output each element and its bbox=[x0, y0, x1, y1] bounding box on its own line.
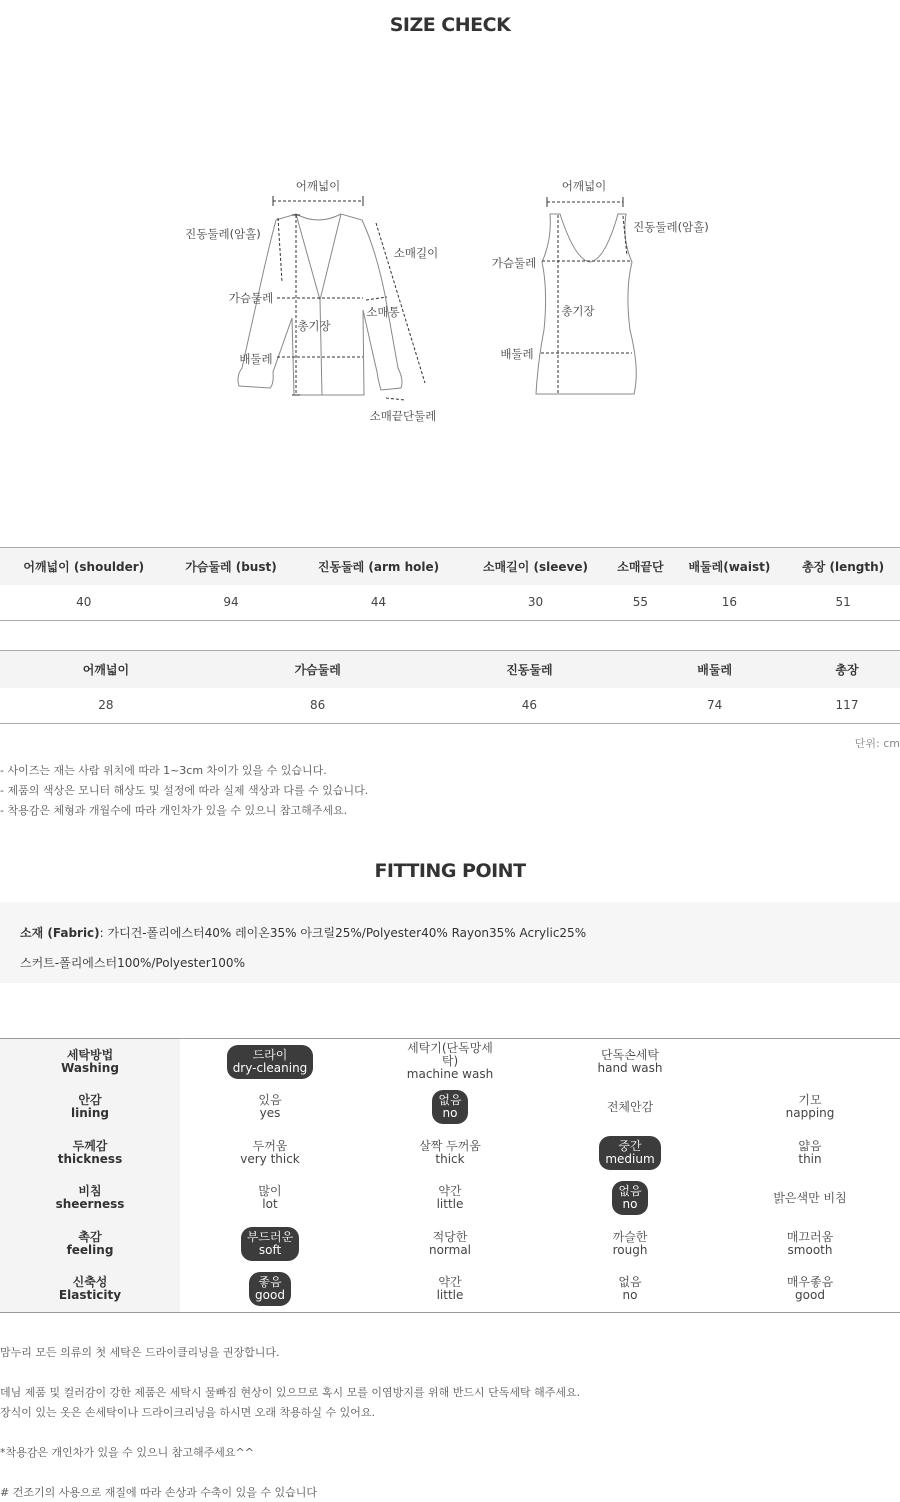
fitting-option-selected bbox=[432, 1090, 467, 1124]
option-kr: 기모 bbox=[798, 1093, 822, 1108]
fitting-label-en: sheerness bbox=[55, 1197, 125, 1212]
table-header-row bbox=[0, 548, 900, 585]
fitting-cell bbox=[720, 1176, 900, 1222]
bottom-note: # 건조기의 사용으로 재질에 따라 손상과 수축이 있을 수 있습니다 bbox=[0, 1486, 317, 1499]
option-kr: 있음 bbox=[258, 1093, 282, 1108]
table-cell: 16 bbox=[673, 585, 787, 621]
table-cell: 117 bbox=[794, 688, 900, 724]
fabric-cardigan: : 가디건-폴리에스터40% 레이온35% 아크릴25%/Polyester40% Rayon35% Acrylic25% bbox=[99, 926, 587, 940]
fitting-option bbox=[234, 1136, 306, 1170]
col-header: 어깨넓이 (shoulder) bbox=[0, 548, 167, 585]
option-en: dry-cleaning bbox=[232, 1060, 308, 1075]
fitting-row bbox=[0, 1176, 900, 1222]
table-cell: 30 bbox=[463, 585, 609, 621]
fitting-option bbox=[792, 1136, 827, 1170]
label-dress-length: 총기장 bbox=[561, 304, 595, 318]
fitting-cell bbox=[180, 1130, 360, 1176]
option-kr: 많이 bbox=[258, 1184, 282, 1199]
option-en: no bbox=[622, 1197, 638, 1212]
measure-lines bbox=[273, 196, 632, 400]
fitting-label-kr: 신축성 bbox=[72, 1275, 108, 1290]
bottom-note: 장식이 있는 옷은 손세탁이나 드라이크리닝을 하시면 오래 착용하실 수 있어요. bbox=[0, 1406, 375, 1419]
fitting-cell bbox=[720, 1130, 900, 1176]
option-en: good bbox=[255, 1288, 285, 1303]
fitting-cell bbox=[540, 1130, 720, 1176]
note-line: - 착용감은 체형과 개월수에 따라 개인차가 있을 수 있으니 참고해주세요. bbox=[0, 804, 348, 817]
fitting-row-header bbox=[0, 1085, 180, 1131]
fitting-cell bbox=[360, 1039, 540, 1085]
option-en: yes bbox=[259, 1106, 281, 1121]
fitting-option bbox=[612, 1272, 647, 1306]
fitting-label-en: lining bbox=[70, 1106, 109, 1121]
fabric-skirt: 스커트-폴리에스터100%/Polyester100% bbox=[20, 956, 245, 970]
fitting-cell bbox=[360, 1176, 540, 1222]
fabric-line-1 bbox=[20, 918, 880, 948]
fitting-cell bbox=[360, 1267, 540, 1313]
fitting-point-title: FITTING POINT bbox=[374, 860, 526, 882]
note-line: - 제품의 색상은 모니터 해상도 및 설정에 따라 실제 색상과 다를 수 있습니다. bbox=[0, 784, 369, 797]
table-header-row bbox=[0, 651, 900, 688]
fitting-row-header bbox=[0, 1176, 180, 1222]
col-header: 배둘레 bbox=[635, 651, 794, 688]
option-en: soft bbox=[258, 1242, 282, 1257]
fitting-option-selected bbox=[227, 1045, 314, 1079]
fitting-row bbox=[0, 1130, 900, 1176]
size-notes bbox=[0, 761, 368, 821]
size-check-title: SIZE CHECK bbox=[389, 14, 511, 36]
fitting-row-header bbox=[0, 1221, 180, 1267]
label-cardigan-length: 총기장 bbox=[297, 319, 331, 333]
table-cell: 46 bbox=[424, 688, 636, 724]
size-table-dress bbox=[0, 650, 900, 724]
label-cardigan-shoulder: 어깨넓이 bbox=[295, 179, 341, 193]
option-en: very thick bbox=[240, 1151, 300, 1166]
label-dress-bust: 가슴둘레 bbox=[491, 256, 537, 270]
bottom-note: 맘누리 모든 의류의 첫 세탁은 드라이클리닝을 권장합니다. bbox=[0, 1346, 280, 1359]
fitting-row bbox=[0, 1267, 900, 1313]
col-header: 진동둘레 (arm hole) bbox=[294, 548, 462, 585]
fitting-option bbox=[767, 1188, 852, 1209]
fitting-option bbox=[781, 1272, 839, 1306]
fitting-cell bbox=[360, 1085, 540, 1131]
fitting-label-kr: 세탁방법 bbox=[66, 1047, 114, 1062]
fitting-option-selected bbox=[599, 1136, 660, 1170]
option-kr: 매끄러움 bbox=[786, 1229, 834, 1244]
option-en: no bbox=[442, 1106, 458, 1121]
table-row bbox=[0, 585, 900, 621]
label-dress-waist: 배둘레 bbox=[500, 347, 534, 361]
col-header: 어깨넓이 bbox=[0, 651, 212, 688]
fitting-label-en: Elasticity bbox=[58, 1288, 122, 1303]
option-kr: 없음 bbox=[438, 1093, 462, 1108]
col-header: 소매끝단 bbox=[608, 548, 672, 585]
option-kr: 두꺼움 bbox=[252, 1138, 288, 1153]
label-cardigan-sleeve-length: 소매길이 bbox=[393, 246, 439, 260]
option-en: lot bbox=[262, 1197, 278, 1212]
option-kr: 얇음 bbox=[798, 1138, 822, 1153]
option-kr: 없음 bbox=[618, 1275, 642, 1290]
fitting-cell bbox=[180, 1221, 360, 1267]
col-header: 소매길이 (sleeve) bbox=[463, 548, 609, 585]
note-line: - 사이즈는 재는 사람 위치에 따라 1~3cm 차이가 있을 수 있습니다. bbox=[0, 764, 327, 777]
label-cardigan-cuff: 소매끝단둘레 bbox=[369, 409, 437, 423]
size-diagram bbox=[0, 160, 900, 450]
fitting-table bbox=[0, 1038, 900, 1313]
fitting-row-header bbox=[0, 1039, 180, 1085]
option-en: thick bbox=[435, 1151, 465, 1166]
bottom-note: 데님 제품 및 컬러감이 강한 제품은 세탁시 물빠짐 현상이 있으므로 혹시 모를 이염방지를 위해 반드시 단독세탁 해주세요. bbox=[0, 1386, 581, 1399]
fabric-label: 소재 (Fabric) bbox=[20, 926, 100, 940]
table-cell: 28 bbox=[0, 688, 212, 724]
fitting-label-en: Washing bbox=[61, 1060, 119, 1075]
fitting-option-selected bbox=[241, 1227, 299, 1261]
fitting-label-kr: 촉감 bbox=[78, 1229, 102, 1244]
option-en: medium bbox=[605, 1151, 655, 1166]
option-en: rough bbox=[612, 1242, 648, 1257]
fitting-option bbox=[395, 1038, 505, 1085]
label-cardigan-armhole: 진동둘레(암홀) bbox=[185, 227, 261, 241]
option-kr: 전체안감 bbox=[606, 1099, 654, 1114]
label-cardigan-bust: 가슴둘레 bbox=[228, 291, 274, 305]
fitting-cell bbox=[180, 1039, 360, 1085]
col-header: 총장 (length) bbox=[786, 548, 900, 585]
option-en: machine wash bbox=[406, 1067, 494, 1082]
fitting-option bbox=[781, 1227, 839, 1261]
option-en: no bbox=[622, 1288, 638, 1303]
col-header: 진동둘레 bbox=[424, 651, 636, 688]
fitting-option-selected bbox=[612, 1181, 647, 1215]
fitting-cell bbox=[540, 1039, 720, 1085]
label-cardigan-sleeve-width: 소매통 bbox=[366, 305, 400, 319]
option-en: good bbox=[795, 1288, 825, 1303]
fitting-cell bbox=[720, 1039, 900, 1085]
fitting-option bbox=[607, 1227, 654, 1261]
table-cell: 55 bbox=[608, 585, 672, 621]
fitting-cell bbox=[720, 1085, 900, 1131]
unit-label: 단위: cm bbox=[854, 737, 900, 750]
fitting-cell bbox=[720, 1267, 900, 1313]
table-cell: 44 bbox=[294, 585, 462, 621]
option-kr: 세탁기(단독망세탁) bbox=[407, 1041, 493, 1069]
fitting-option bbox=[413, 1136, 487, 1170]
fitting-option bbox=[431, 1272, 470, 1306]
fitting-row-header bbox=[0, 1130, 180, 1176]
fitting-cell bbox=[180, 1176, 360, 1222]
fitting-cell bbox=[180, 1085, 360, 1131]
fitting-cell bbox=[360, 1221, 540, 1267]
table-cell: 86 bbox=[212, 688, 424, 724]
label-dress-shoulder: 어깨넓이 bbox=[561, 179, 607, 193]
fitting-row bbox=[0, 1085, 900, 1131]
col-header: 총장 bbox=[794, 651, 900, 688]
fitting-cell bbox=[360, 1130, 540, 1176]
option-kr: 드라이 bbox=[252, 1047, 288, 1062]
option-kr: 약간 bbox=[438, 1275, 462, 1290]
table-cell: 94 bbox=[167, 585, 294, 621]
fitting-label-kr: 두께감 bbox=[72, 1138, 108, 1153]
option-kr: 살짝 두꺼움 bbox=[419, 1138, 481, 1153]
option-kr: 적당한 bbox=[432, 1229, 468, 1244]
option-kr: 매우좋음 bbox=[786, 1275, 834, 1290]
fitting-option bbox=[780, 1090, 841, 1124]
fitting-label-kr: 비침 bbox=[78, 1184, 102, 1199]
fitting-cell bbox=[720, 1221, 900, 1267]
option-kr: 약간 bbox=[438, 1184, 462, 1199]
fabric-box bbox=[0, 902, 900, 983]
option-kr: 까슬한 bbox=[612, 1229, 648, 1244]
size-table-cardigan bbox=[0, 547, 900, 621]
fitting-row-header bbox=[0, 1267, 180, 1313]
diagram-labels bbox=[185, 179, 709, 423]
fitting-option bbox=[252, 1181, 287, 1215]
fitting-row bbox=[0, 1039, 900, 1085]
fitting-option bbox=[601, 1097, 659, 1118]
col-header: 가슴둘레 bbox=[212, 651, 424, 688]
fitting-option bbox=[252, 1090, 287, 1124]
fitting-option bbox=[423, 1227, 477, 1261]
fitting-cell bbox=[540, 1221, 720, 1267]
fitting-option bbox=[591, 1045, 668, 1079]
option-en: napping bbox=[785, 1106, 835, 1121]
option-kr: 단독손세탁 bbox=[601, 1047, 659, 1062]
fitting-cell bbox=[180, 1267, 360, 1313]
option-en: hand wash bbox=[597, 1060, 663, 1075]
option-kr: 밝은색만 비침 bbox=[773, 1190, 847, 1205]
fitting-label-en: thickness bbox=[57, 1151, 123, 1166]
option-kr: 좋음 bbox=[258, 1275, 282, 1290]
fitting-cell bbox=[540, 1267, 720, 1313]
option-en: thin bbox=[798, 1151, 822, 1166]
label-dress-armhole: 진동둘레(암홀) bbox=[633, 220, 709, 234]
fitting-cell bbox=[540, 1085, 720, 1131]
table-cell: 40 bbox=[0, 585, 167, 621]
col-header: 배둘레(waist) bbox=[673, 548, 787, 585]
col-header: 가슴둘레 (bust) bbox=[167, 548, 294, 585]
fitting-row bbox=[0, 1221, 900, 1267]
option-kr: 중간 bbox=[618, 1138, 642, 1153]
option-en: little bbox=[436, 1197, 464, 1212]
fitting-option bbox=[431, 1181, 470, 1215]
fitting-option-selected bbox=[249, 1272, 291, 1306]
label-cardigan-waist: 배둘레 bbox=[239, 352, 273, 366]
table-cell: 51 bbox=[786, 585, 900, 621]
fitting-label-en: feeling bbox=[66, 1242, 114, 1257]
option-en: smooth bbox=[787, 1242, 833, 1257]
option-kr: 없음 bbox=[618, 1184, 642, 1199]
fitting-label-kr: 안감 bbox=[78, 1093, 102, 1108]
option-en: little bbox=[436, 1288, 464, 1303]
option-en: normal bbox=[428, 1242, 472, 1257]
option-kr: 부드러운 bbox=[246, 1229, 294, 1244]
table-cell: 74 bbox=[635, 688, 794, 724]
fitting-cell bbox=[540, 1176, 720, 1222]
table-row bbox=[0, 688, 900, 724]
bottom-note: *착용감은 개인차가 있을 수 있으니 참고해주세요^^ bbox=[0, 1446, 254, 1459]
